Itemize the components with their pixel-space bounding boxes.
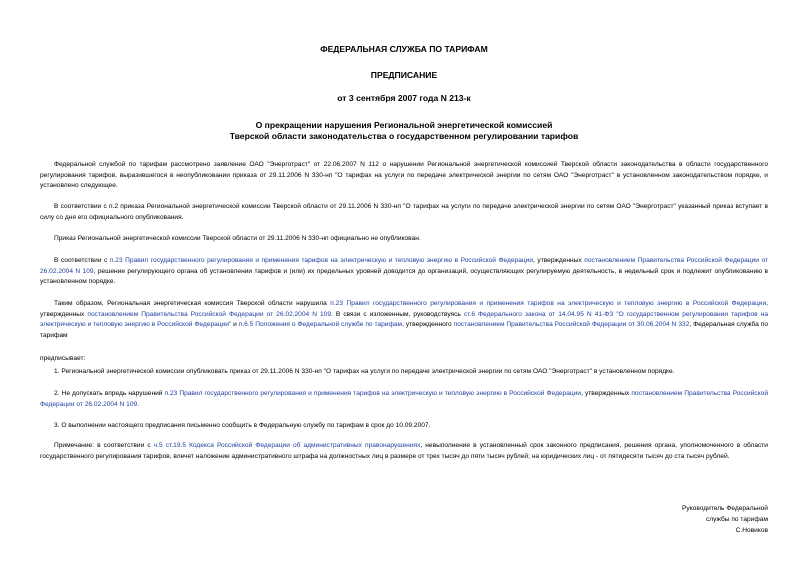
text: , Федеральная служба по тарифам [40,321,768,339]
prescription-item-2 [40,389,768,410]
link-federal-law-41fz[interactable]: ст.6 Федерального закона от 14.04.95 N 41-ФЗ "О государственном регулировании тарифов на электрическую и тепловую энергию в Российской Федерации" [40,310,769,329]
text: . В связи с изложенным, руководствуясь [331,310,464,318]
signature-block [568,503,768,536]
paragraph-4 [40,256,768,288]
prescription-item-1: 1. Региональной энергетической комиссии опубликовать приказ от 29.11.2006 N 330-нп "О тарифах на услуги по передаче электрической энергии по сетям ОАО "Энерготраст" в установленном порядке. [54,368,675,375]
paragraph-3: Приказ Региональной энергетической комиссии Тверской области от 29.11.2006 N 330-нп официально не опубликован. [54,235,421,242]
agency-heading: ФЕДЕРАЛЬНАЯ СЛУЖБА ПО ТАРИФАМ [320,44,488,54]
signatory-name: С.Новиков [735,527,768,534]
text: Таким образом, Региональная энергетическая комиссия Тверской области нарушила [54,300,331,307]
document-title-line-2: Тверской области законодательства о государственном регулировании тарифов [229,131,579,141]
text: 2. Не допускать впредь нарушений [54,390,165,397]
document-type: ПРЕДПИСАНИЕ [370,70,438,80]
document-date-number: от 3 сентября 2007 года N 213-к [337,93,471,103]
paragraph-2: В соответствии с п.2 приказа Региональной энергетической комиссии Тверской области от 29.11.2006 N 330-нп "О тарифах на услуги по передаче электрической энергии по сетям ОАО "Энерготраст" указанный приказ вступает в силу со дня его официального опубликования. [40,203,768,221]
text: , утвержденных [533,257,585,264]
text: , невыполнение в установленный срок законного предписания, решения органа, уполномоченного в области государственного регулирования тарифов, влечет наложение административного штрафа на должностных лиц в размере от трех тысяч до пяти тысяч рублей; на юридических лиц - от пятидесяти тысяч до ста тысяч рублей. [40,442,768,460]
prescription-item-3: 3. О выполнении настоящего предписания письменно сообщить в Федеральную службу по тарифам в срок до 10.09.2007. [54,422,431,429]
prescribes-label: предписывает: [40,355,86,362]
link-koap-19-5[interactable]: ч.5 ст.19.5 Кодекса Российской Федерации об административных правонарушениях [153,442,421,449]
link-government-decree-109[interactable]: постановлением Правительства Российской Федерации от 26.02.2004 N 109 [40,257,769,275]
link-government-decree-109[interactable]: постановлением Правительства Российской Федерации от 26.02.2004 N 109 [40,390,768,408]
document-title-line-1: О прекращении нарушения Региональной энергетической комиссией [255,120,553,130]
text: , утвержденного [402,321,454,329]
link-government-decree-332[interactable]: постановлением Правительства Российской Федерации от 30.06.2004 N 332 [453,321,690,329]
text: и [231,321,239,329]
text: В соответствии с [54,257,110,264]
signature-position-line-1: Руководитель Федеральной [682,505,768,512]
link-fst-regulation-p65[interactable]: п.6.5 Положения о Федеральной службе по тарифам [238,321,403,329]
paragraph-1: Федеральной службой по тарифам рассмотрено заявление ОАО "Энерготраст" от 22.06.2007 N 112 о нарушении Региональной энергетической комиссией Тверской области законодательства в области государственного регулирования тарифов, выразившегося в неопубликовании приказа от 29.11.2006 N 330-нп "О тарифах на услуги по передаче электрической энергии по сетям ОАО "Энерготраст" в установленном законодательством порядке, и установлено следующее. [40,161,768,190]
link-government-decree-109[interactable]: постановлением Правительства Российской Федерации от 26.02.2004 N 109 [87,310,332,318]
signature-position-line-2: службы по тарифам [705,516,768,523]
link-tariff-rules-p23[interactable]: п.23 Правил государственного регулирования и применения тарифов на электрическую и тепловую энергию в Российской Федерации [164,390,582,397]
text: Примечание: в соответствии с [54,442,154,449]
link-tariff-rules-p23[interactable]: п.23 Правил государственного регулирования и применения тарифов на электрическую и тепловую энергию в Российской Федерации [330,300,767,307]
text: , решение регулирующего органа об установлении тарифов и (или) их предельных уровней доводится до организаций, осуществляющих регулируемую деятельность, в недельный срок и подлежит опубликованию в установленном порядке. [40,267,768,286]
text: , утвержденных [581,390,632,397]
note-paragraph [40,441,768,462]
text: , утвержденных [40,300,768,318]
text: . [137,400,140,408]
link-tariff-rules-p23[interactable]: п.23 Правил государственного регулирования и применения тарифов на электрическую и тепловую энергию в Российской Федерации [109,257,534,264]
paragraph-5 [40,299,768,341]
